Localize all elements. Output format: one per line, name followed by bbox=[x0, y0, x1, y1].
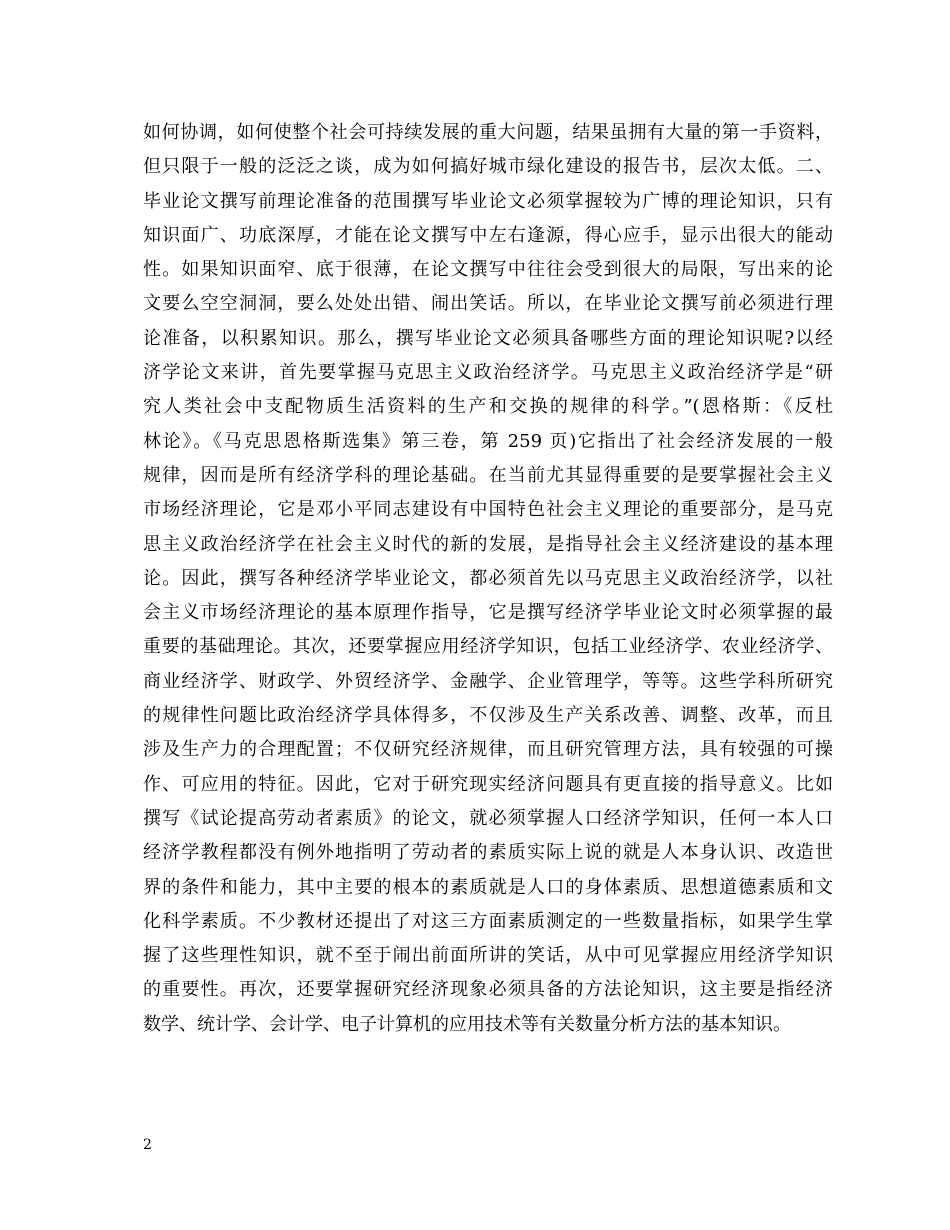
text-line: 毕业论文撰写前理论准备的范围撰写毕业论文必须掌握较为广博的理论知识，只有 bbox=[143, 190, 833, 212]
body-text bbox=[143, 116, 833, 1042]
text-line: 知识面广、功底深厚，才能在论文撰写中左右逢源，得心应手，显示出很大的能动 bbox=[143, 224, 833, 246]
text-line: 数学、统计学、会计学、电子计算机的应用技术等有关数量分析方法的基本知识。 bbox=[143, 1013, 791, 1035]
text-line: 界的条件和能力，其中主要的根本的素质就是人口的身体素质、思想道德素质和文 bbox=[143, 876, 833, 898]
text-line: 的规律性问题比政治经济学具体得多，不仅涉及生产关系改善、调整、改革，而且 bbox=[143, 705, 833, 727]
text-line: 握了这些理性知识，就不至于闹出前面所讲的笑话，从中可见掌握应用经济学知识 bbox=[143, 945, 833, 967]
text-line: 的重要性。再次，还要掌握研究经济现象必须具备的方法论知识，这主要是指经济 bbox=[143, 979, 833, 1001]
text-line: 撰写《试论提高劳动者素质》的论文，就必须掌握人口经济学知识，任何一本人口 bbox=[143, 807, 833, 829]
page-number: 2 bbox=[143, 1137, 152, 1153]
text-line: 文要么空空洞洞，要么处处出错、闹出笑话。所以，在毕业论文撰写前必须进行理 bbox=[143, 293, 833, 315]
text-line: 性。如果知识面窄、底于很薄，在论文撰写中往往会受到很大的局限，写出来的论 bbox=[143, 259, 833, 281]
text-line: 但只限于一般的泛泛之谈，成为如何搞好城市绿化建设的报告书，层次太低。二、 bbox=[143, 156, 833, 178]
text-line: 市场经济理论，它是邓小平同志建设有中国特色社会主义理论的重要部分，是马克 bbox=[143, 499, 833, 521]
text-line: 规律，因而是所有经济学科的理论基础。在当前尤其显得重要的是要掌握社会主义 bbox=[143, 464, 833, 486]
text-line: 如何协调，如何使整个社会可持续发展的重大问题，结果虽拥有大量的第一手资料， bbox=[143, 122, 833, 143]
text-line: 究人类社会中支配物质生活资料的生产和交换的规律的科学。”(恩格斯：《反杜 bbox=[143, 396, 833, 418]
text-line: 重要的基础理论。其次，还要掌握应用经济学知识，包括工业经济学、农业经济学、 bbox=[143, 636, 833, 658]
text-line: 经济学教程都没有例外地指明了劳动者的素质实际上说的就是人本身认识、改造世 bbox=[143, 842, 833, 864]
text-line: 思主义政治经济学在社会主义时代的新的发展，是指导社会主义经济建设的基本理 bbox=[143, 533, 833, 555]
text-line: 林论》。《马克思恩格斯选集》第三卷，第 259 页)它指出了社会经济发展的一般 bbox=[143, 430, 833, 452]
text-line: 化科学素质。不少教材还提出了对这三方面素质测定的一些数量指标，如果学生掌 bbox=[143, 910, 833, 932]
text-line: 论准备，以积累知识。那么，撰写毕业论文必须具备哪些方面的理论知识呢?以经 bbox=[143, 327, 833, 349]
text-line: 论。因此，撰写各种经济学毕业论文，都必须首先以马克思主义政治经济学，以社 bbox=[143, 567, 833, 589]
text-line: 商业经济学、财政学、外贸经济学、金融学、企业管理学，等等。这些学科所研究 bbox=[143, 670, 833, 692]
text-line: 会主义市场经济理论的基本原理作指导，它是撰写经济学毕业论文时必须掌握的最 bbox=[143, 602, 833, 624]
text-line: 涉及生产力的合理配置；不仅研究经济规律，而且研究管理方法，具有较强的可操 bbox=[143, 739, 833, 761]
text-line: 济学论文来讲，首先要掌握马克思主义政治经济学。马克思主义政治经济学是“研 bbox=[143, 362, 833, 384]
text-line: 作、可应用的特征。因此，它对于研究现实经济问题具有更直接的指导意义。比如 bbox=[143, 773, 833, 795]
